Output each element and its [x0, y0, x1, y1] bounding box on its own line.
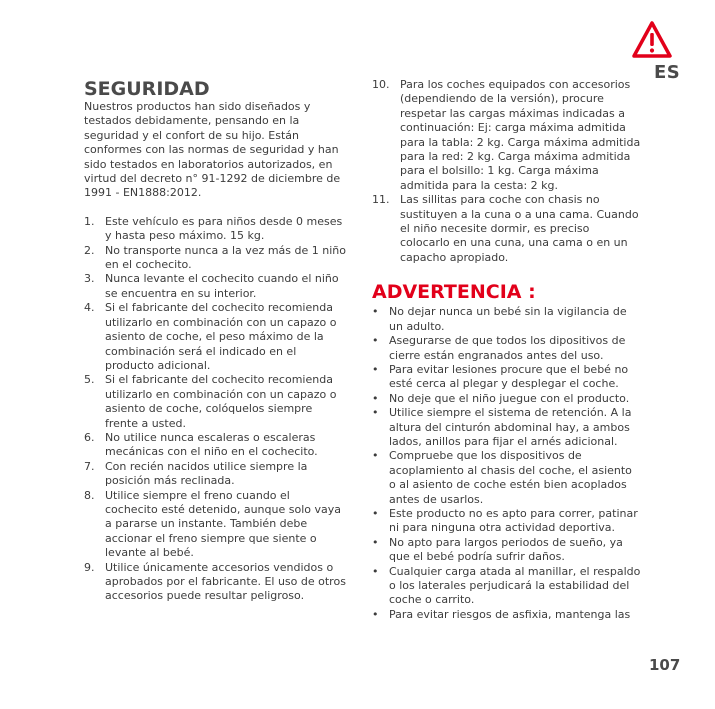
page-number: 107: [649, 656, 681, 674]
item-text: Este vehículo es para niños desde 0 meses y hasta peso máximo. 15 kg.: [105, 214, 343, 243]
bullet-text: Para evitar riesgos de asfixia, mantenga las: [389, 607, 631, 621]
item-text: No transporte nunca a la vez más de 1 niño en el cochecito.: [105, 243, 346, 272]
warning-column: [372, 78, 642, 622]
item-text: Si el fabricante del cochecito recomienda utilizarlo en combinación con un capazo o asiento de coche, colóquelos siempre frente a usted.: [105, 373, 337, 430]
list-item: • Este producto no es apto para correr, patinar ni para ninguna otra actividad deportiva.: [372, 506, 638, 535]
item-text: Para los coches equipados con accesorios (dependiendo de la versión), procure respetar las cargas máximas indicadas a continuación: Ej: carga máxima admitida para la tabla: 2 kg. Carga máxima admitida para la red: 2 kg. Carga máxima admitida para el bolsillo: 1 kg. Carga máxima admitida para la cesta: 2 kg.: [400, 78, 641, 192]
bullet-text: Este producto no es apto para correr, patinar ni para ninguna otra actividad deportiva.: [389, 506, 638, 535]
warning-list: [372, 305, 642, 622]
item-number: 2.: [84, 243, 95, 257]
bullet-text: Utilice siempre el sistema de retención. A la altura del cinturón abdominal hay, a ambos lados, anillos para fijar el arnés adicional.: [389, 406, 632, 448]
list-item: • Asegurarse de que todos los dipositivos de cierre están engranados antes del uso.: [372, 334, 626, 362]
item-text: Utilice únicamente accesorios vendidos o aprobados por el fabricante. El uso de otros accesorios puede resultar peligroso.: [105, 560, 346, 603]
list-item: [372, 78, 642, 193]
list-item: [84, 460, 346, 489]
warning-triangle-icon: [632, 20, 672, 60]
language-code: ES: [654, 62, 681, 83]
item-number: 10.: [372, 78, 390, 91]
list-item: [84, 244, 346, 273]
bullet-text: Para evitar lesiones procure que el bebé no esté cerca al plegar y desplegar el coche.: [389, 362, 629, 391]
list-item: [84, 272, 346, 301]
list-item: [84, 373, 346, 431]
list-item: [84, 301, 346, 373]
bullet-text: Asegurarse de que todos los dipositivos de cierre están engranados antes del uso.: [389, 334, 626, 362]
safety-list-continued: [372, 78, 642, 265]
list-item: • Para evitar lesiones procure que el bebé no esté cerca al plegar y desplegar el coche.: [372, 362, 629, 391]
bullet-text: Compruebe que los dispositivos de acoplamiento al chasis del coche, el asiento o al asiento de coche estén bien acoplados antes de usarlos.: [389, 449, 632, 506]
item-text: Con recién nacidos utilice siempre la posición más reclinada.: [105, 459, 308, 488]
list-item: [84, 561, 346, 604]
item-number: 7.: [84, 459, 95, 473]
item-number: 6.: [84, 430, 95, 444]
bullet-text: No apto para largos periodos de sueño, ya que el bebé podría sufrir daños.: [389, 535, 623, 564]
warning-title: ADVERTENCIA :: [372, 281, 536, 304]
safety-column: [84, 78, 346, 604]
item-number: 1.: [84, 214, 95, 228]
item-text: Las sillitas para coche con chasis no sustituyen a la cuna o a una cama. Cuando el niño necesite dormir, es preciso colocarlo en una cuna, una cama o en un capacho apropiado.: [400, 193, 639, 264]
list-item: • No deje que el niño juegue con el producto.: [372, 391, 630, 405]
item-number: 11.: [372, 193, 390, 207]
list-item: • Cualquier carga atada al manillar, el respaldo o los laterales perjudicará la estabilidad del coche o carrito.: [372, 564, 641, 607]
safety-intro: Nuestros productos han sido diseñados y testados debidamente, pensando en la seguridad y el confort de su hijo. Están conformes con las normas de seguridad y han sido testados en laboratorios autorizados, en virtud del decreto n° 91-1292 de diciembre de 1991 - EN1888:2012.: [84, 100, 341, 200]
item-number: 9.: [84, 560, 95, 574]
bullet-text: Cualquier carga atada al manillar, el respaldo o los laterales perjudicará la estabilidad del coche o carrito.: [389, 564, 641, 607]
list-item: [84, 489, 346, 561]
item-text: Si el fabricante del cochecito recomienda utilizarlo en combinación con un capazo o asiento de coche, el peso máximo de la combinación será el indicado en el producto adicional.: [105, 301, 337, 372]
item-text: No utilice nunca escaleras o escaleras mecánicas con el niño en el cochecito.: [105, 430, 318, 459]
item-text: Utilice siempre el freno cuando el cochecito esté detenido, aunque solo vaya a pararse un instante. También debe accionar el freno siempre que siente o levante al bebé.: [105, 488, 341, 560]
safety-list: [84, 215, 346, 604]
list-item: [372, 193, 642, 265]
list-item: [84, 215, 346, 244]
list-item: [84, 431, 346, 460]
item-text: Nunca levante el cochecito cuando el niño se encuentra en su interior.: [105, 272, 339, 300]
item-number: 8.: [84, 488, 95, 502]
safety-title: SEGURIDAD: [84, 78, 210, 100]
list-item: • Utilice siempre el sistema de retención. A la altura del cinturón abdominal hay, a ambos lados, anillos para fijar el arnés adicional.: [372, 406, 632, 448]
item-number: 5.: [84, 373, 95, 387]
bullet-text: No dejar nunca un bebé sin la vigilancia de un adulto.: [389, 305, 627, 333]
list-item: • No apto para largos periodos de sueño, ya que el bebé podría sufrir daños.: [372, 535, 623, 564]
item-number: 4.: [84, 301, 95, 315]
list-item: • Para evitar riesgos de asfixia, mantenga las: [372, 607, 631, 621]
bullet-text: No deje que el niño juegue con el producto.: [389, 391, 630, 405]
list-item: • Compruebe que los dispositivos de acoplamiento al chasis del coche, el asiento o al asiento de coche estén bien acoplados antes de usarlos.: [372, 449, 632, 506]
item-number: 3.: [84, 272, 95, 286]
list-item: • No dejar nunca un bebé sin la vigilancia de un adulto.: [372, 305, 627, 333]
